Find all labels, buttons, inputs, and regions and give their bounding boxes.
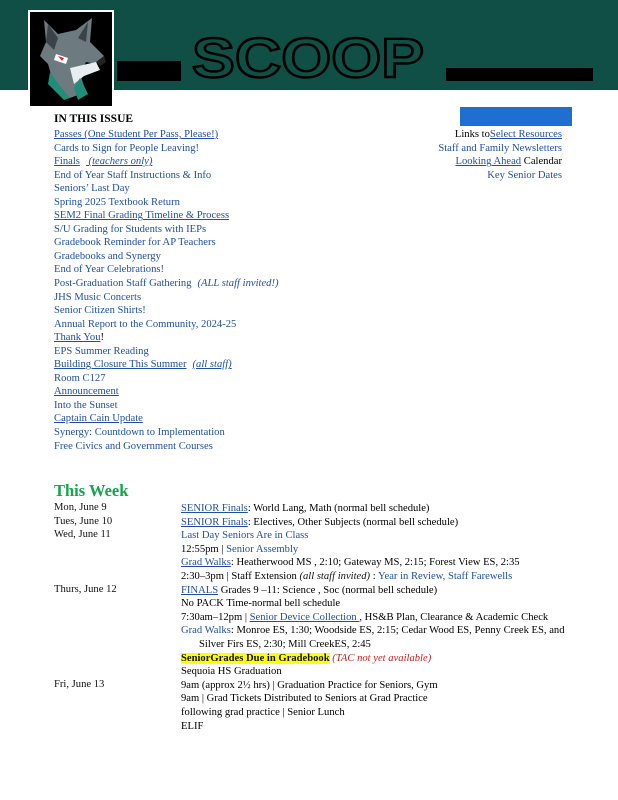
contents-item-link[interactable]: Gradebooks and Synergy — [54, 250, 161, 262]
contents-item[interactable] — [54, 236, 279, 250]
schedule-link[interactable]: Grad Walks — [181, 557, 231, 569]
contents-item[interactable] — [54, 331, 279, 345]
highlighted-deadline: SeniorGrades Due in Gradebook — [181, 652, 330, 664]
schedule-entry — [181, 624, 574, 651]
schedule-text: : Heatherwood MS , 2:10; Gateway MS, 2:15; Forest View ES, 2:35 — [230, 557, 520, 569]
links-intro: Links to — [454, 129, 490, 140]
contents-item[interactable] — [54, 399, 279, 413]
this-week-schedule — [54, 502, 574, 733]
contents-item-link[interactable]: Annual Report to the Community, 2024-25 — [54, 318, 237, 330]
contents-item[interactable] — [54, 412, 279, 426]
schedule-link[interactable]: Senior Device Collection — [249, 611, 360, 623]
deadline-note: (TAC not yet available) — [329, 652, 432, 664]
contents-item-link[interactable]: S/U Grading for Students with IEPs — [54, 223, 207, 235]
contents-item-link[interactable]: Thank You — [54, 332, 101, 344]
schedule-day — [54, 516, 574, 530]
schedule-entry — [181, 652, 574, 666]
contents-item-link[interactable]: Senior Citizen Shirts! — [54, 305, 146, 317]
schedule-link[interactable]: SENIOR Finals — [181, 503, 248, 514]
schedule-link[interactable]: Last Day Seniors Are in Class — [181, 530, 309, 542]
schedule-day-label: Wed, June 11 — [54, 529, 111, 541]
schedule-day — [54, 502, 574, 516]
contents-item-link[interactable]: Passes (One Student Per Pass, Please!) — [54, 129, 219, 140]
select-resources-link[interactable]: Select Resources — [489, 129, 562, 140]
schedule-text: 9am | Grad Tickets Distributed to Seniors at Grad Practice — [181, 693, 428, 705]
schedule-text: , HS&B Plan, Clearance & Academic Check — [359, 611, 549, 623]
contents-item[interactable] — [54, 358, 279, 372]
schedule-entry — [181, 679, 574, 693]
masthead-title — [190, 34, 426, 80]
contents-item-link[interactable]: JHS Music Concerts — [54, 291, 142, 303]
contents-item[interactable] — [54, 196, 279, 210]
schedule-link[interactable]: SENIOR Finals — [181, 516, 248, 528]
schedule-entry — [181, 502, 574, 516]
schedule-entry — [181, 556, 574, 570]
schedule-day-label: Thurs, June 12 — [54, 583, 117, 595]
schedule-text: 9am (approx 2½ hrs) | Graduation Practice for Seniors, Gym — [181, 679, 438, 691]
contents-item-link[interactable]: Synergy: Countdown to Implementation — [54, 427, 225, 439]
masthead-bar-left — [117, 61, 181, 81]
contents-item[interactable] — [54, 169, 279, 183]
schedule-day-label: Tues, June 10 — [54, 515, 113, 527]
in-this-issue-heading: IN THIS ISSUE — [54, 113, 134, 125]
schedule-day-label: Mon, June 9 — [54, 502, 107, 513]
contents-item[interactable] — [54, 142, 279, 156]
contents-item-note: ! — [100, 332, 105, 344]
staff-family-newsletters-link[interactable]: Staff and Family Newsletters — [438, 142, 562, 154]
contents-item[interactable] — [54, 263, 279, 277]
schedule-link[interactable]: Year in Review, Staff Farewells — [377, 570, 513, 582]
schedule-text: ELIF — [181, 720, 204, 732]
contents-item-link[interactable]: End of Year Celebrations! — [54, 264, 165, 276]
contents-item[interactable] — [54, 209, 279, 223]
schedule-link[interactable]: FINALS — [181, 584, 219, 596]
contents-item[interactable] — [54, 318, 279, 332]
schedule-text: 12:55pm | — [181, 543, 227, 555]
contents-item-link[interactable]: Building Closure This Summer — [54, 359, 187, 371]
contents-item-link[interactable]: Room C127 — [54, 372, 106, 384]
husky-wolf-head-icon — [28, 10, 114, 108]
schedule-entry — [181, 584, 574, 598]
contents-item-link[interactable]: Cards to Sign for People Leaving! — [54, 142, 200, 154]
schedule-entry — [181, 543, 574, 557]
contents-item-link[interactable]: Announcement — [54, 386, 119, 398]
link-banner-box — [460, 107, 572, 126]
contents-item-link[interactable]: End of Year Staff Instructions & Info — [54, 169, 212, 181]
schedule-entry — [181, 529, 574, 543]
contents-item[interactable] — [54, 440, 279, 454]
contents-item[interactable] — [54, 385, 279, 399]
schedule-text: : Monroe ES, 1:30; Woodside ES, 2:15; Cedar Wood ES, Penny Creek ES, and Silver Firs ES, 2:30; Mill CreekES, 2:45 — [199, 625, 565, 650]
schedule-link[interactable]: Grad Walks — [181, 625, 231, 637]
looking-ahead-link[interactable]: Looking Ahead — [455, 156, 522, 168]
contents-item[interactable] — [54, 372, 279, 386]
contents-item-link[interactable]: EPS Summer Reading — [54, 345, 149, 357]
contents-item[interactable] — [54, 426, 279, 440]
schedule-text: 2:30–3pm | Staff Extension — [181, 570, 300, 582]
links-panel — [400, 128, 562, 183]
contents-item[interactable] — [54, 128, 279, 142]
contents-item-link[interactable]: Seniors’ Last Day — [54, 183, 130, 195]
schedule-text: : World Lang, Math (normal bell schedule) — [247, 503, 430, 514]
schedule-text: : — [370, 570, 378, 582]
schedule-entry — [181, 570, 574, 584]
schedule-text: : Electives, Other Subjects (normal bell schedule) — [247, 516, 459, 528]
schedule-text: 7:30am–12pm | — [181, 611, 250, 623]
contents-item-link[interactable]: Captain Cain Update — [54, 413, 143, 425]
contents-item-link[interactable]: Post-Graduation Staff Gathering — [54, 278, 192, 290]
this-week-heading: This Week — [54, 481, 129, 500]
contents-item[interactable] — [54, 345, 279, 359]
schedule-entry — [181, 706, 574, 720]
contents-item-link[interactable]: SEM2 Final Grading Timeline & Process — [54, 210, 230, 222]
masthead-title-text: SCOOP — [192, 34, 424, 80]
contents-item[interactable] — [54, 223, 279, 237]
contents-item-link[interactable]: Finals — [54, 156, 80, 168]
contents-item-link[interactable]: Free Civics and Government Courses — [54, 440, 213, 452]
contents-item-link[interactable]: Spring 2025 Textbook Return — [54, 196, 180, 208]
key-senior-dates-link[interactable]: Key Senior Dates — [487, 170, 562, 182]
contents-item[interactable] — [54, 277, 279, 291]
schedule-text: Grades 9 –11: Science , Soc (normal bell schedule) — [218, 584, 438, 596]
contents-item-link[interactable]: Gradebook Reminder for AP Teachers — [54, 237, 216, 249]
contents-item-link[interactable]: Into the Sunset — [54, 399, 118, 411]
contents-item[interactable] — [54, 304, 279, 318]
schedule-entry — [181, 692, 574, 706]
schedule-entry — [181, 720, 574, 734]
schedule-day — [54, 529, 574, 583]
schedule-text: Sequoia HS Graduation — [181, 666, 282, 678]
schedule-link[interactable]: Senior Assembly — [226, 543, 299, 555]
in-this-issue-list — [54, 128, 279, 453]
schedule-note: (all staff invited) — [299, 570, 371, 582]
schedule-entry — [181, 516, 574, 530]
schedule-day — [54, 584, 574, 679]
contents-item[interactable] — [54, 182, 279, 196]
schedule-entry — [181, 665, 574, 679]
contents-item[interactable] — [54, 155, 279, 169]
contents-item-note: (teachers only) — [85, 156, 153, 168]
calendar-label: Calendar — [521, 156, 562, 168]
schedule-entry — [181, 597, 574, 611]
contents-item[interactable] — [54, 250, 279, 264]
schedule-day — [54, 679, 574, 733]
schedule-text: No PACK Time-normal bell schedule — [181, 598, 341, 610]
schedule-entry — [181, 611, 574, 625]
schedule-text: following grad practice | Senior Lunch — [181, 706, 345, 718]
contents-item[interactable] — [54, 291, 279, 305]
masthead-bar-right — [446, 68, 593, 81]
schedule-day-label: Fri, June 13 — [54, 678, 105, 690]
contents-item-note: (ALL staff invited!) — [197, 278, 279, 290]
contents-item-note: (all staff) — [192, 359, 232, 371]
